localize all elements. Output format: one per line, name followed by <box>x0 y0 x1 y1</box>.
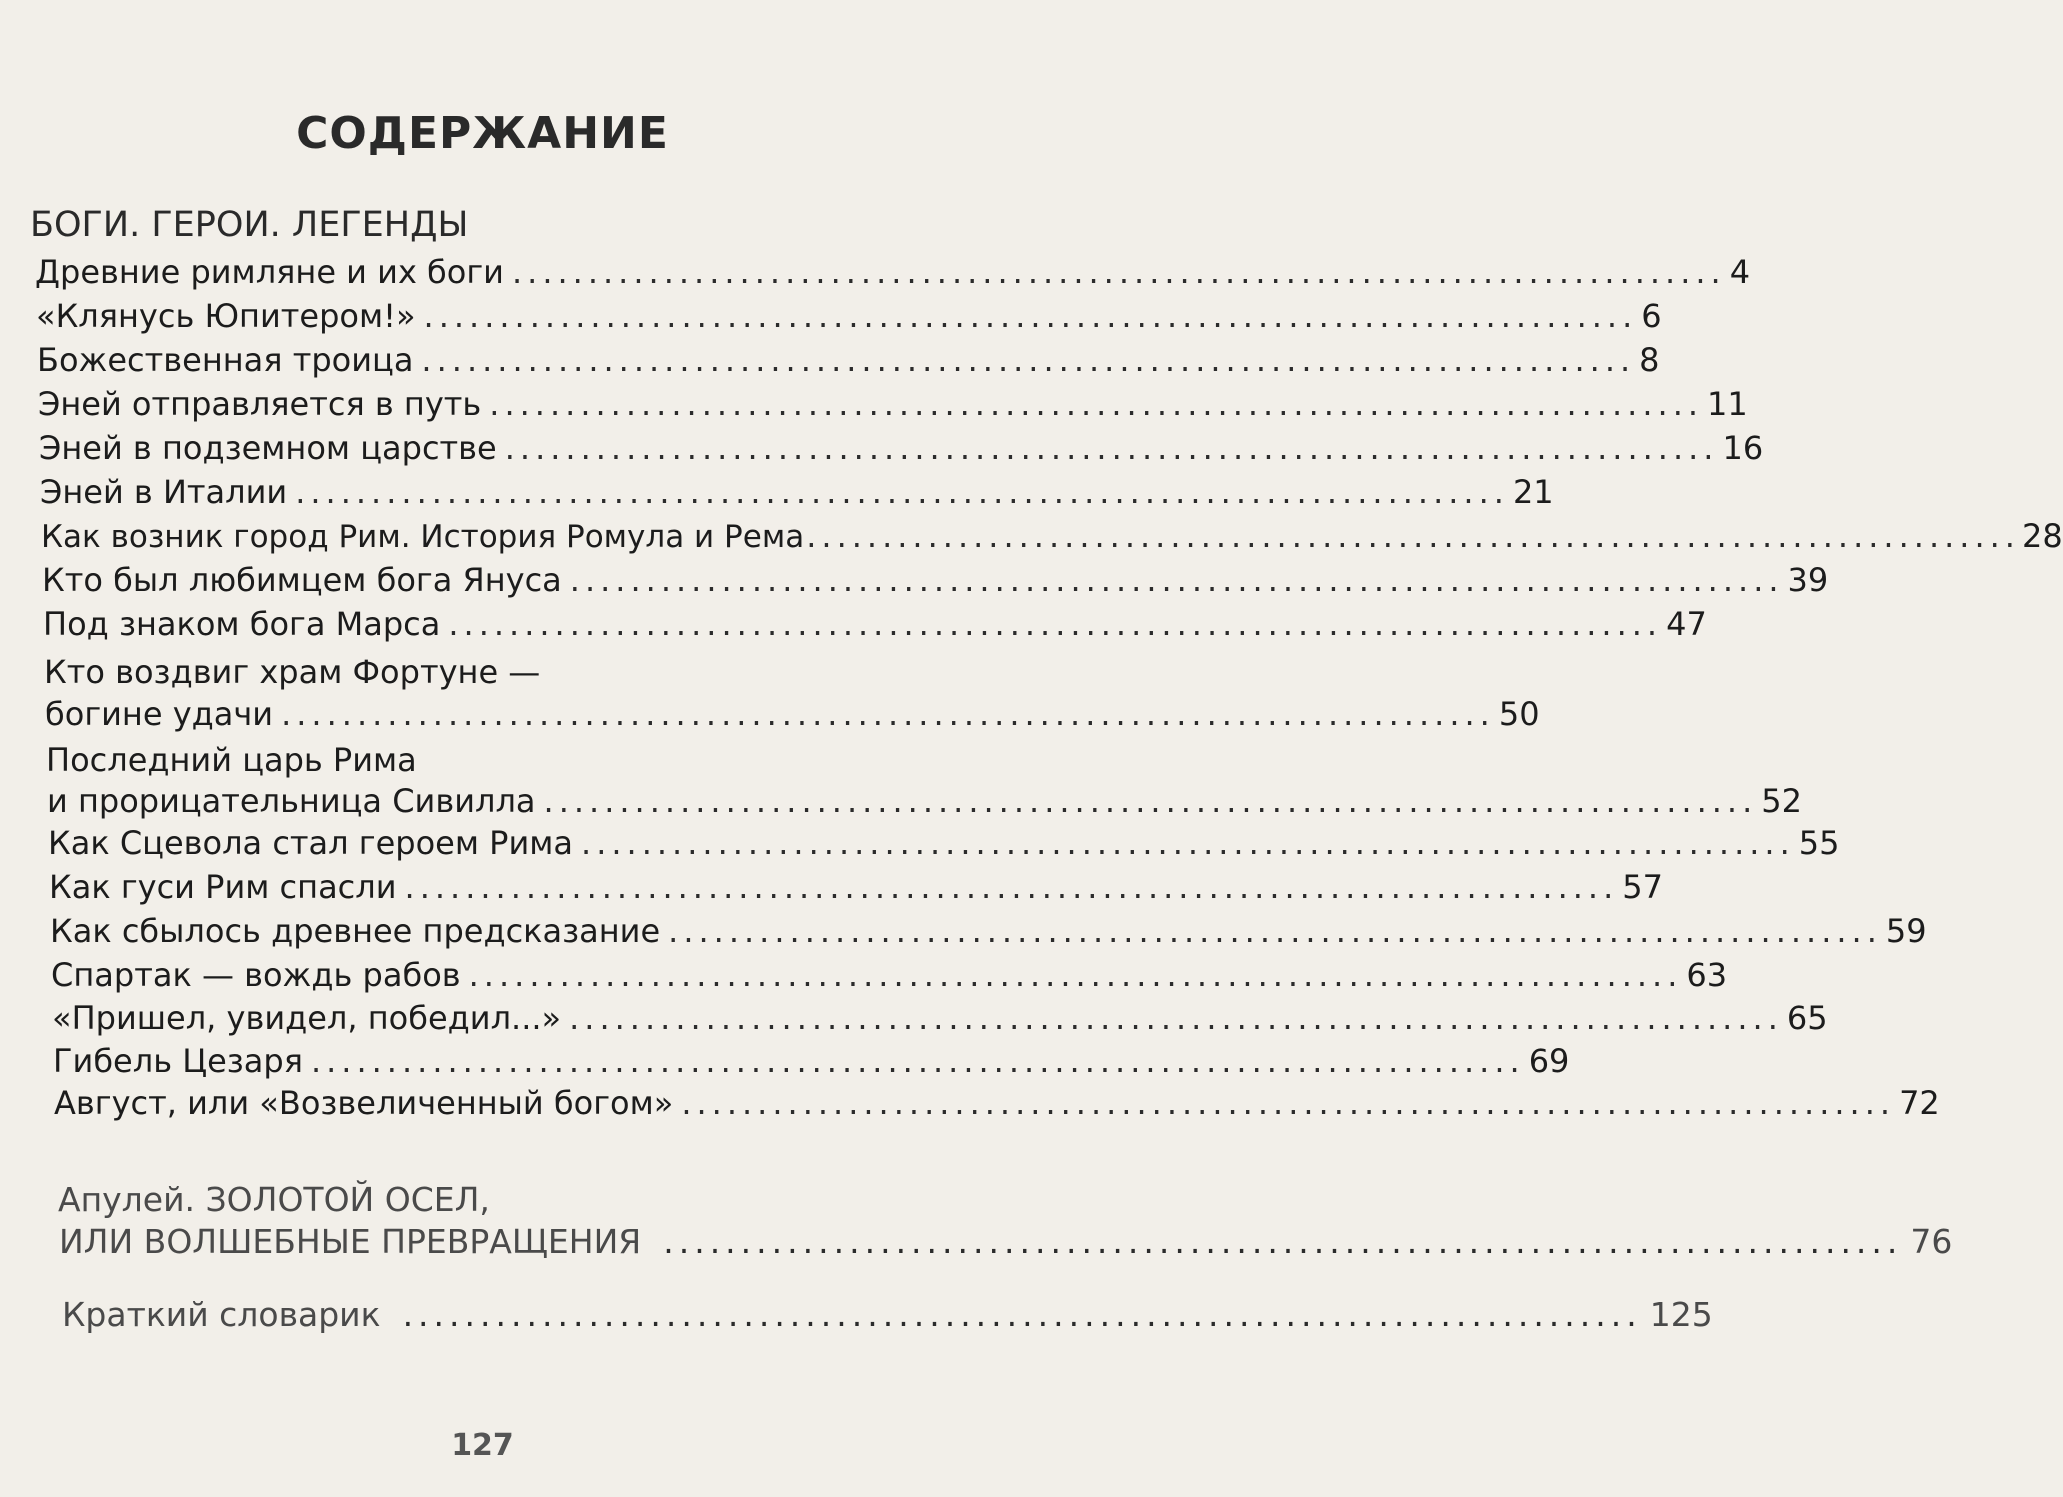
dot-leader: ................................................................................ <box>663 1222 1903 1261</box>
page-title: СОДЕРЖАНИЕ <box>296 108 669 159</box>
toc-entry-page: 4 <box>1729 253 1751 291</box>
toc-entry-glossary <box>62 1295 1713 1335</box>
apuleius-title-line1: Апулей. ЗОЛОТОЙ ОСЕЛ, <box>58 1180 490 1219</box>
toc-entry <box>37 340 1660 380</box>
toc-entry-title-line1: Кто воздвиг храм Фортуне — <box>44 653 541 691</box>
toc-entry-title: Гибель Цезаря <box>53 1042 303 1080</box>
dot-leader: ................................................................................ <box>569 999 1783 1037</box>
toc-entry <box>43 604 1707 644</box>
toc-entry <box>54 1083 1940 1123</box>
toc-entry-title: Эней в Италии <box>40 473 288 511</box>
dot-leader: ................................................................................ <box>281 695 1495 733</box>
toc-entry-page: 69 <box>1528 1042 1570 1080</box>
toc-entry-title-line1: Последний царь Рима <box>46 741 417 779</box>
toc-entry-page: 52 <box>1761 782 1802 820</box>
toc-entry-title: Как возник город Рим. История Ромула и Рема <box>41 519 805 555</box>
toc-entry-title: Божественная троица <box>37 341 414 379</box>
toc-entry-title: Эней в подземном царстве <box>39 429 497 467</box>
toc-entry-title: богине удачи <box>45 695 274 733</box>
dot-leader: ................................................................................ <box>310 1042 1525 1080</box>
toc-entry-title: Август, или «Возвеличенный богом» <box>54 1084 674 1122</box>
toc-entry-page: 55 <box>1798 824 1840 862</box>
toc-entry <box>35 252 1751 292</box>
dot-leader: ................................................................................ <box>511 253 1726 291</box>
toc-entry-title: Эней отправляется в путь <box>38 385 482 423</box>
dot-leader: ................................................................................ <box>404 868 1619 906</box>
toc-entry-page: 72 <box>1899 1084 1940 1122</box>
toc-entry <box>36 296 1662 336</box>
toc-entry-page: 11 <box>1707 385 1748 423</box>
toc-entry-title: Древние римляне и их боги <box>35 253 504 291</box>
toc-entry-page: 76 <box>1910 1222 1953 1261</box>
dot-leader: ................................................................................ <box>468 956 1683 994</box>
toc-entry <box>45 694 1540 734</box>
toc-entry-page: 16 <box>1722 429 1764 467</box>
toc-entry <box>48 823 1840 863</box>
dot-leader: ................................................................................ <box>581 824 1795 862</box>
toc-entry <box>49 867 1663 907</box>
toc-entry-page: 39 <box>1787 561 1829 599</box>
toc-entry-apuleius <box>59 1222 1953 1262</box>
toc-entry <box>42 560 1829 600</box>
toc-entry-title: ИЛИ ВОЛШЕБНЫЕ ПРЕВРАЩЕНИЯ <box>59 1222 642 1261</box>
toc-entry-page: 21 <box>1512 473 1554 511</box>
toc-entry-title: Краткий словарик <box>62 1295 381 1334</box>
section-heading: БОГИ. ГЕРОИ. ЛЕГЕНДЫ <box>30 205 469 245</box>
page-number: 127 <box>451 1428 514 1463</box>
dot-leader: ................................................................................ <box>448 605 1663 643</box>
dot-leader: ................................................................................ <box>681 1084 1896 1122</box>
toc-entry <box>53 1041 1570 1081</box>
dot-leader: ................................................................................ <box>295 473 1509 511</box>
toc-entry <box>50 911 1927 951</box>
toc-entry <box>52 998 1828 1038</box>
toc-entry-title: Как сбылось древнее предсказание <box>50 912 661 950</box>
toc-entry-title: и прорицательница Сивилла <box>47 782 536 820</box>
toc-entry-title: «Пришел, увидел, победил...» <box>52 999 562 1037</box>
toc-entry <box>38 384 1748 424</box>
toc-entry-page: 59 <box>1885 912 1927 950</box>
toc-entry-page: 6 <box>1641 297 1662 335</box>
toc-entry-page: 65 <box>1786 999 1828 1037</box>
toc-entry-page: 63 <box>1686 956 1728 994</box>
toc-entry-page: 57 <box>1622 868 1663 906</box>
toc-entry-title: Кто был любимцем бога Януса <box>42 561 562 599</box>
toc-entry-page: 50 <box>1498 695 1540 733</box>
toc-entry-page: 125 <box>1649 1295 1713 1334</box>
dot-leader: ................................................................................ <box>421 341 1636 379</box>
toc-entry <box>51 955 1728 995</box>
toc-entry <box>39 428 1764 468</box>
toc-entry-title: Спартак — вождь рабов <box>51 956 461 994</box>
toc-entry-page: 47 <box>1666 605 1707 643</box>
toc-entry-title: Как гуси Рим спасли <box>49 868 397 906</box>
dot-leader: ................................................................................ <box>423 297 1638 335</box>
toc-entry-page: 8 <box>1639 341 1660 379</box>
toc-entry-title: «Клянусь Юпитером!» <box>36 297 416 335</box>
dot-leader: ................................................................................ <box>504 429 1719 467</box>
dot-leader: ................................................................................ <box>806 517 2020 555</box>
toc-entry-page: 28 <box>2021 517 2063 555</box>
dot-leader: ................................................................................ <box>489 385 1704 423</box>
toc-entry <box>40 472 1554 512</box>
toc-entry <box>47 781 1802 821</box>
dot-leader: ................................................................................ <box>668 912 1882 950</box>
dot-leader: ................................................................................ <box>543 782 1758 820</box>
toc-entry-title: Как Сцевола стал героем Рима <box>48 824 574 862</box>
dot-leader: ................................................................................ <box>402 1295 1642 1334</box>
toc-entry <box>41 516 2063 557</box>
dot-leader: ................................................................................ <box>569 561 1784 599</box>
toc-entry-title: Под знаком бога Марса <box>43 605 441 643</box>
